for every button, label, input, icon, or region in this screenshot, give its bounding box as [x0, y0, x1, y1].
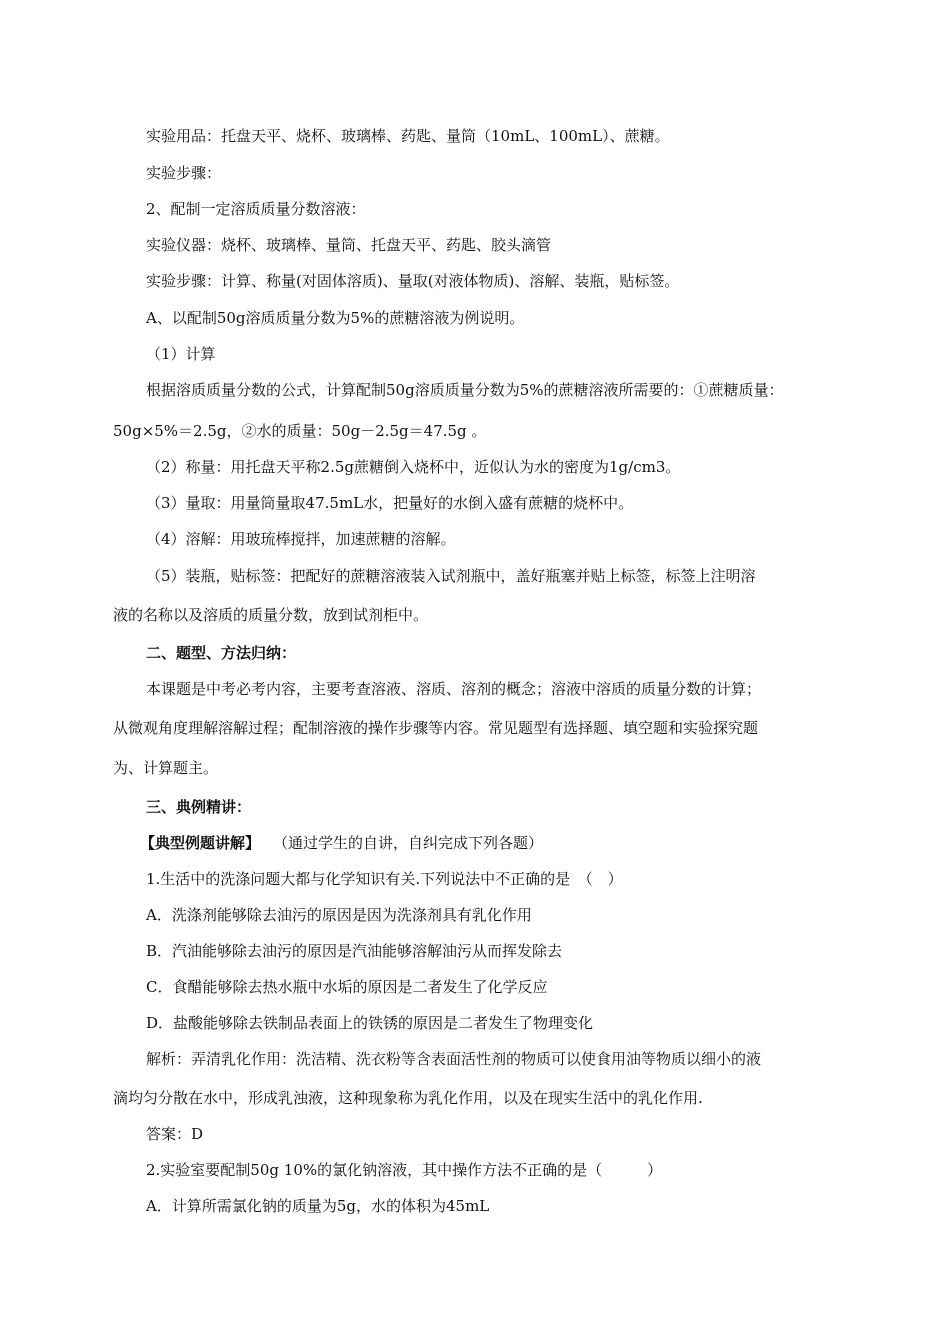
option-line: A．洗涤剂能够除去油污的原因是因为洗涤剂具有乳化作用 [146, 906, 532, 924]
option-line: D．盐酸能够除去铁制品表面上的铁锈的原因是二者发生了物理变化 [146, 1014, 594, 1032]
text-line: 本课题是中考必考内容，主要考查溶液、溶质、溶剂的概念；溶液中溶质的质量分数的计算； [146, 680, 762, 698]
text-line: （5）装瓶，贴标签：把配好的蔗糖溶液装入试剂瓶中，盖好瓶塞并贴上标签，标签上注明溶 [146, 567, 756, 585]
text-line: A、以配制50g溶质质量分数为5%的蔗糖溶液为例说明。 [146, 309, 525, 327]
text-line: （通过学生的自讲，自纠完成下列各题） [273, 834, 544, 852]
text-line: 2、配制一定溶质质量分数溶液： [146, 200, 366, 218]
text-line: 从微观角度理解溶解过程；配制溶液的操作步骤等内容。常见题型有选择题、填空题和实验探究题 [113, 719, 759, 737]
text-line: （1）计算 [146, 345, 216, 363]
section-heading: 二、题型、方法归纳： [146, 644, 297, 662]
text-line: 滴均匀分散在水中，形成乳浊液，这种现象称为乳化作用，以及在现实生活中的乳化作用. [113, 1089, 703, 1107]
text-line: 实验步骤： [146, 164, 222, 182]
option-line: C．食醋能够除去热水瓶中水垢的原因是二者发生了化学反应 [146, 978, 548, 996]
text-line: 实验用品：托盘天平、烧杯、玻璃棒、药匙、量筒（10mL、100mL）、蔗糖。 [146, 127, 670, 145]
text-line: 实验步骤：计算、称量(对固体溶质)、量取(对液体物质)、溶解、装瓶，贴标签。 [146, 272, 680, 290]
option-line: A．计算所需氯化钠的质量为5g，水的体积为45mL [146, 1197, 490, 1215]
question-line: 2.实验室要配制50g 10%的氯化钠溶液，其中操作方法不正确的是（ ） [146, 1161, 663, 1179]
example-heading: 【典型例题讲解】 [140, 834, 261, 852]
text-line: 解析：弄清乳化作用：洗洁精、洗衣粉等含表面活性剂的物质可以使食用油等物质以细小的液 [146, 1050, 762, 1068]
question-line: 1.生活中的洗涤问题大都与化学知识有关.下列说法中不正确的是 （ ） [146, 870, 623, 888]
text-line: （3）量取：用量筒量取47.5mL水，把量好的水倒入盛有蔗糖的烧杯中。 [146, 494, 634, 512]
text-line: 50g×5%＝2.5g，②水的质量：50g－2.5g＝47.5g 。 [113, 422, 487, 440]
section-heading: 三、典例精讲： [146, 798, 252, 816]
option-line: B．汽油能够除去油污的原因是汽油能够溶解油污从而挥发除去 [146, 942, 563, 960]
text-line: （2）称量：用托盘天平称2.5g蔗糖倒入烧杯中，近似认为水的密度为1g/cm3。 [146, 458, 681, 476]
text-line: 根据溶质质量分数的公式，计算配制50g溶质质量分数为5%的蔗糖溶液所需要的：①蔗糖质量： [146, 381, 784, 399]
answer-line: 答案：D [146, 1125, 204, 1143]
text-line: 为、计算题主。 [113, 759, 219, 777]
text-line: 实验仪器：烧杯、玻璃棒、量筒、托盘天平、药匙、胶头滴管 [146, 236, 552, 254]
text-line: 液的名称以及溶质的质量分数，放到试剂柜中。 [113, 606, 429, 624]
text-line: （4）溶解：用玻琉棒搅拌，加速蔗糖的溶解。 [146, 530, 456, 548]
